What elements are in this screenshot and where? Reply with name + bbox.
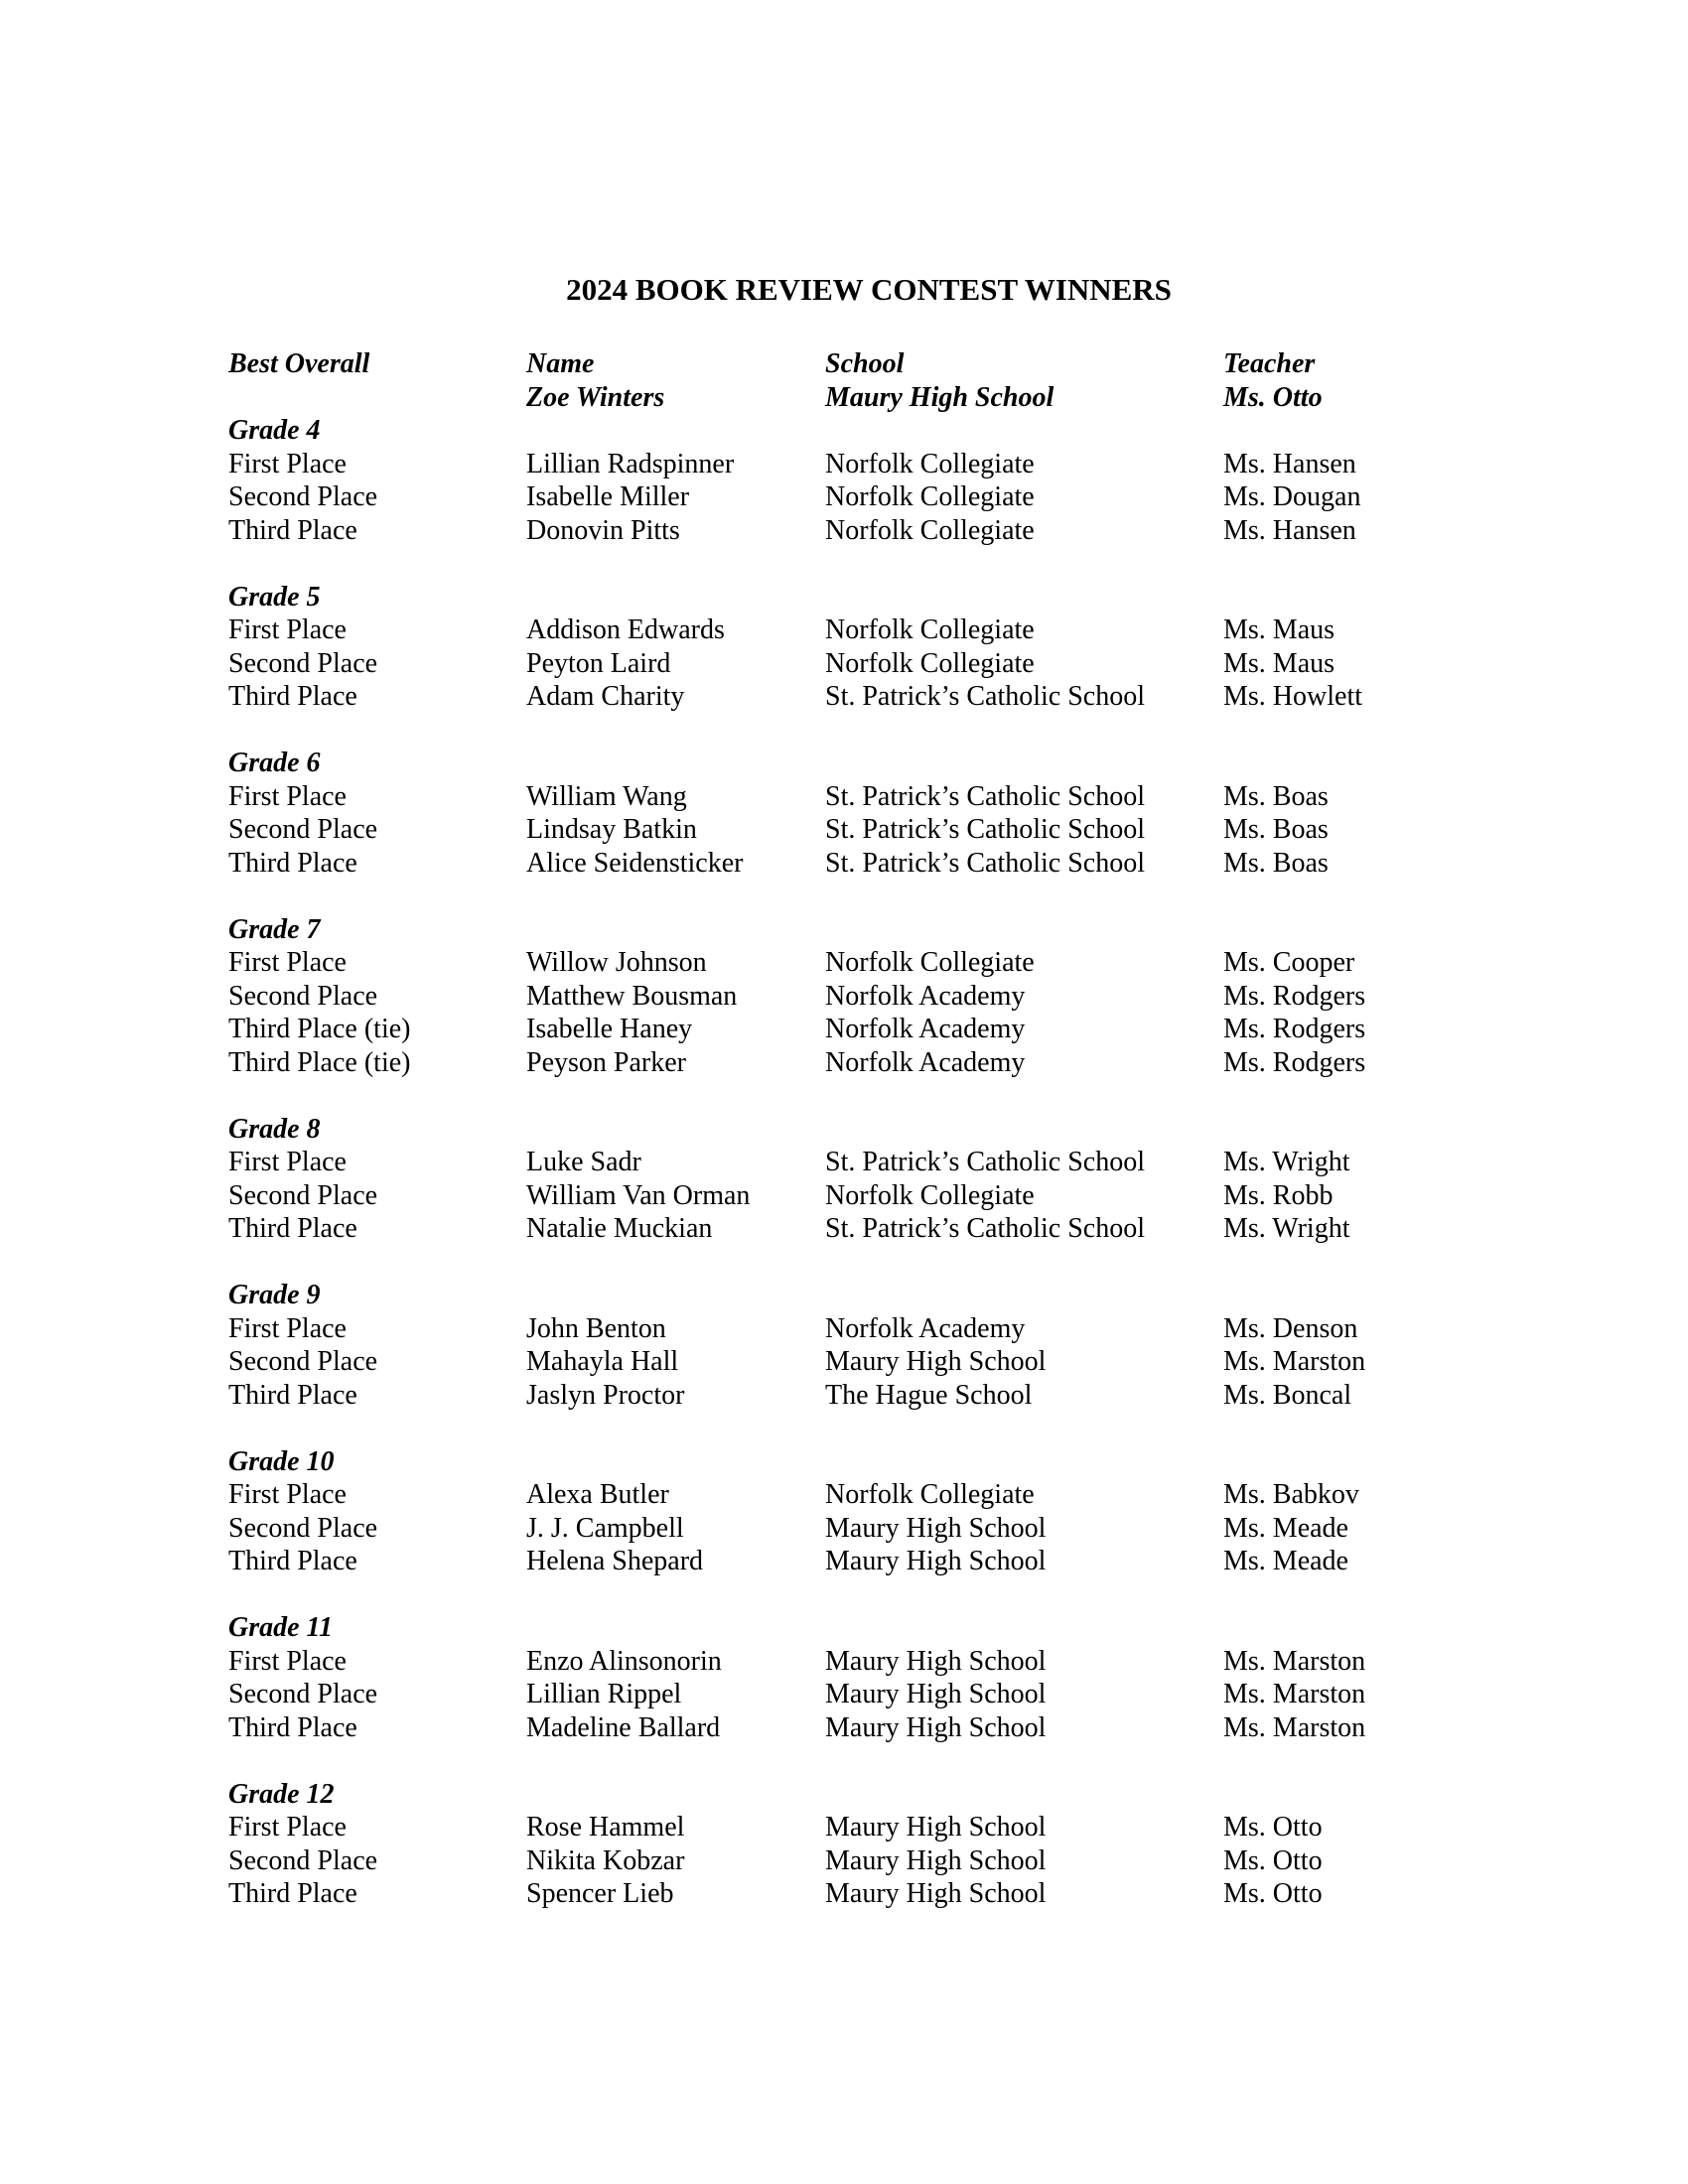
section-spacer [228, 880, 1519, 913]
teacher-cell: Ms. Marston [1223, 1679, 1366, 1709]
teacher-cell: Ms. Hansen [1223, 514, 1356, 546]
place-cell: Second Place [228, 980, 378, 1012]
name-cell: Peyson Parker [526, 1046, 686, 1078]
grade-heading [228, 1778, 1519, 1812]
name-cell: Helena Shepard [526, 1546, 704, 1576]
name-cell: Nikita Kobzar [526, 1844, 685, 1876]
teacher-cell: Ms. Marston [1223, 1645, 1366, 1677]
place-cell: Third Place [228, 847, 357, 879]
name-cell: Enzo Alinsonorin [526, 1645, 722, 1677]
best-overall-row [228, 381, 1519, 415]
name-cell: Lillian Rippel [526, 1679, 682, 1709]
school-cell: St. Patrick’s Catholic School [825, 780, 1145, 812]
place-cell: Second Place [228, 1512, 378, 1544]
name-cell: Peyton Laird [526, 647, 671, 679]
name-cell: Donovin Pitts [526, 514, 680, 546]
school-cell: Norfolk Academy [825, 1046, 1026, 1078]
place-cell: Second Place [228, 481, 378, 512]
winner-row [228, 448, 1519, 481]
school-cell: Maury High School [825, 1512, 1047, 1544]
winner-row [228, 1678, 1519, 1711]
school-cell: St. Patrick’s Catholic School [825, 1147, 1145, 1177]
teacher-cell: Ms. Boas [1223, 847, 1329, 879]
section-spacer [228, 1079, 1519, 1113]
name-cell: Natalie Muckian [526, 1213, 713, 1244]
school-cell: Maury High School [825, 1679, 1047, 1709]
grade-section [228, 747, 1519, 880]
name-cell: William Van Orman [526, 1179, 751, 1211]
school-cell: Maury High School [825, 1645, 1047, 1677]
place-cell: Second Place [228, 814, 378, 845]
grade-heading [228, 747, 1519, 780]
teacher-cell: Ms. Wright [1223, 1147, 1350, 1177]
header-school: School [825, 348, 905, 379]
place-cell: Second Place [228, 1844, 378, 1876]
grade-label: Grade 11 [228, 1612, 333, 1643]
teacher-cell: Ms. Rodgers [1223, 1014, 1366, 1044]
grade-label: Grade 10 [228, 1445, 335, 1477]
place-cell: Second Place [228, 1679, 378, 1709]
place-cell: Third Place [228, 514, 357, 546]
school-cell: Norfolk Collegiate [825, 947, 1035, 978]
winner-row [228, 1645, 1519, 1679]
grade-label: Grade 4 [228, 415, 321, 446]
place-cell: First Place [228, 1645, 347, 1677]
school-cell: Norfolk Academy [825, 980, 1026, 1012]
grade-heading [228, 581, 1519, 614]
teacher-cell: Ms. Boncal [1223, 1379, 1352, 1411]
grade-section [228, 1113, 1519, 1246]
name-cell: Rose Hammel [526, 1812, 685, 1843]
place-cell: Third Place [228, 681, 357, 712]
winner-row [228, 1811, 1519, 1844]
name-cell: Isabelle Haney [526, 1014, 693, 1044]
header-row [228, 347, 1519, 381]
teacher-cell: Ms. Boas [1223, 780, 1329, 812]
best-overall-name: Zoe Winters [526, 381, 665, 413]
place-cell: First Place [228, 947, 347, 978]
section-spacer [228, 1246, 1519, 1280]
section-spacer [228, 1412, 1519, 1445]
teacher-cell: Ms. Wright [1223, 1213, 1350, 1244]
winner-row [228, 1478, 1519, 1512]
name-cell: Lindsay Batkin [526, 814, 697, 845]
teacher-cell: Ms. Otto [1223, 1844, 1323, 1876]
school-cell: Maury High School [825, 1346, 1047, 1377]
school-cell: Norfolk Collegiate [825, 1179, 1035, 1211]
winner-row [228, 946, 1519, 980]
name-cell: Mahayla Hall [526, 1346, 679, 1377]
grade-label: Grade 9 [228, 1280, 321, 1310]
place-cell: Third Place [228, 1213, 357, 1244]
header-category: Best Overall [228, 348, 370, 379]
grade-label: Grade 8 [228, 1113, 321, 1145]
school-cell: Maury High School [825, 1878, 1047, 1909]
winner-row [228, 680, 1519, 714]
teacher-cell: Ms. Rodgers [1223, 980, 1366, 1012]
teacher-cell: Ms. Maus [1223, 614, 1336, 645]
teacher-cell: Ms. Otto [1223, 1812, 1323, 1843]
name-cell: Luke Sadr [526, 1147, 641, 1177]
grade-heading [228, 913, 1519, 947]
place-cell: First Place [228, 1312, 347, 1344]
best-overall-teacher: Ms. Otto [1223, 381, 1323, 413]
winner-row [228, 1844, 1519, 1878]
teacher-cell: Ms. Otto [1223, 1878, 1323, 1909]
place-cell: First Place [228, 1812, 347, 1843]
winner-row [228, 1379, 1519, 1413]
header-name: Name [526, 348, 595, 379]
school-cell: Norfolk Academy [825, 1312, 1026, 1344]
school-cell: The Hague School [825, 1379, 1033, 1411]
teacher-cell: Ms. Meade [1223, 1546, 1348, 1576]
school-cell: Norfolk Collegiate [825, 481, 1035, 512]
winner-row [228, 1046, 1519, 1080]
section-spacer [228, 714, 1519, 748]
winner-row [228, 1179, 1519, 1213]
winner-row [228, 1312, 1519, 1346]
grade-heading [228, 1113, 1519, 1147]
winner-row [228, 647, 1519, 681]
grade-heading [228, 1611, 1519, 1645]
winner-row [228, 780, 1519, 814]
teacher-cell: Ms. Meade [1223, 1512, 1348, 1544]
name-cell: Alexa Butler [526, 1479, 669, 1510]
place-cell: First Place [228, 448, 347, 479]
school-cell: Maury High School [825, 1546, 1047, 1576]
school-cell: Norfolk Collegiate [825, 448, 1035, 479]
teacher-cell: Ms. Robb [1223, 1179, 1334, 1211]
name-cell: Addison Edwards [526, 614, 725, 645]
teacher-cell: Ms. Marston [1223, 1346, 1366, 1377]
winner-row [228, 1512, 1519, 1546]
teacher-cell: Ms. Dougan [1223, 481, 1361, 512]
grade-section [228, 1279, 1519, 1412]
school-cell: Maury High School [825, 1844, 1047, 1876]
winner-row [228, 614, 1519, 647]
name-cell: J. J. Campbell [526, 1512, 684, 1544]
place-cell: Third Place [228, 1379, 357, 1411]
teacher-cell: Ms. Cooper [1223, 947, 1355, 978]
place-cell: Third Place [228, 1711, 357, 1743]
grade-section [228, 1611, 1519, 1744]
name-cell: Adam Charity [526, 681, 685, 712]
school-cell: Maury High School [825, 1812, 1047, 1843]
place-cell: Third Place (tie) [228, 1014, 411, 1044]
teacher-cell: Ms. Hansen [1223, 448, 1356, 479]
name-cell: Willow Johnson [526, 947, 707, 978]
name-cell: Matthew Bousman [526, 980, 738, 1012]
winner-row [228, 847, 1519, 881]
winner-row [228, 480, 1519, 514]
school-cell: Norfolk Collegiate [825, 614, 1035, 645]
place-cell: First Place [228, 780, 347, 812]
teacher-cell: Ms. Rodgers [1223, 1046, 1366, 1078]
winner-row [228, 1545, 1519, 1578]
name-cell: William Wang [526, 780, 687, 812]
school-cell: Maury High School [825, 1711, 1047, 1743]
school-cell: Norfolk Collegiate [825, 514, 1035, 546]
grade-label: Grade 5 [228, 581, 321, 613]
place-cell: Third Place [228, 1878, 357, 1909]
winner-row [228, 1877, 1519, 1911]
winner-row [228, 1013, 1519, 1046]
teacher-cell: Ms. Denson [1223, 1312, 1358, 1344]
grade-heading [228, 414, 1519, 448]
grade-label: Grade 6 [228, 748, 321, 778]
grade-section [228, 1778, 1519, 1911]
winner-row [228, 813, 1519, 847]
winner-row [228, 514, 1519, 548]
grades-container [228, 414, 1519, 1911]
teacher-cell: Ms. Marston [1223, 1711, 1366, 1743]
winners-table [228, 347, 1519, 1911]
winner-row [228, 1345, 1519, 1379]
grade-heading [228, 1445, 1519, 1479]
place-cell: Second Place [228, 1179, 378, 1211]
grade-heading [228, 1279, 1519, 1312]
header-teacher: Teacher [1223, 348, 1316, 379]
winner-row [228, 1711, 1519, 1745]
place-cell: First Place [228, 1147, 347, 1177]
place-cell: Second Place [228, 647, 378, 679]
winner-row [228, 1212, 1519, 1246]
grade-section [228, 913, 1519, 1080]
grade-section [228, 581, 1519, 714]
school-cell: St. Patrick’s Catholic School [825, 1213, 1145, 1244]
winner-row [228, 980, 1519, 1014]
place-cell: First Place [228, 1479, 347, 1510]
teacher-cell: Ms. Boas [1223, 814, 1329, 845]
teacher-cell: Ms. Babkov [1223, 1479, 1359, 1510]
school-cell: St. Patrick’s Catholic School [825, 681, 1145, 712]
section-spacer [228, 1578, 1519, 1612]
name-cell: Jaslyn Proctor [526, 1379, 685, 1411]
winner-row [228, 1146, 1519, 1179]
school-cell: St. Patrick’s Catholic School [825, 847, 1145, 879]
name-cell: Isabelle Miller [526, 481, 690, 512]
grade-label: Grade 12 [228, 1778, 335, 1810]
school-cell: Norfolk Collegiate [825, 647, 1035, 679]
place-cell: Third Place (tie) [228, 1046, 411, 1078]
teacher-cell: Ms. Maus [1223, 647, 1336, 679]
grade-section [228, 1445, 1519, 1578]
school-cell: Norfolk Collegiate [825, 1479, 1035, 1510]
place-cell: First Place [228, 614, 347, 645]
name-cell: Alice Seidensticker [526, 847, 744, 879]
name-cell: Lillian Radspinner [526, 448, 735, 479]
section-spacer [228, 1744, 1519, 1778]
school-cell: Norfolk Academy [825, 1014, 1026, 1044]
place-cell: Second Place [228, 1346, 378, 1377]
name-cell: Spencer Lieb [526, 1878, 674, 1909]
section-spacer [228, 547, 1519, 581]
name-cell: Madeline Ballard [526, 1711, 721, 1743]
page-title: 2024 BOOK REVIEW CONTEST WINNERS [566, 272, 1172, 307]
teacher-cell: Ms. Howlett [1223, 681, 1362, 712]
place-cell: Third Place [228, 1546, 357, 1576]
name-cell: John Benton [526, 1312, 666, 1344]
grade-label: Grade 7 [228, 913, 321, 945]
best-overall-school: Maury High School [825, 381, 1055, 413]
grade-section [228, 414, 1519, 547]
school-cell: St. Patrick’s Catholic School [825, 814, 1145, 845]
